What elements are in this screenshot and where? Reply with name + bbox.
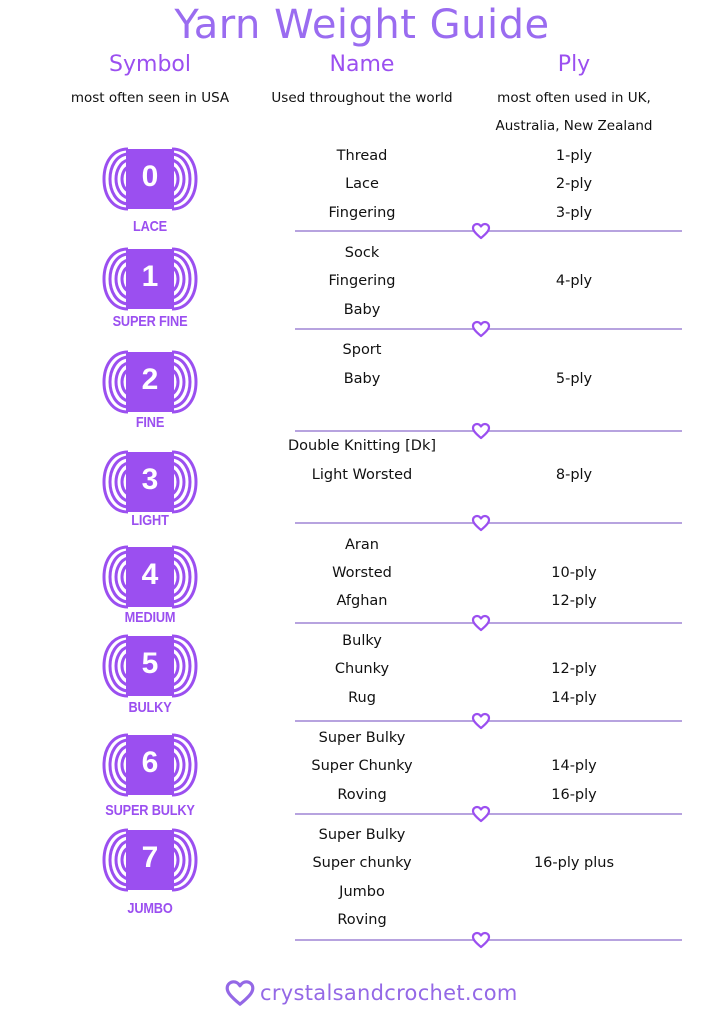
weight-number: 1 (141, 260, 159, 293)
ply-note-line1: most often used in UK, (497, 90, 651, 106)
ply-value: 12-ply (551, 593, 597, 609)
yarn-name: Thread (336, 148, 388, 164)
yarn-name: Baby (343, 371, 381, 387)
yarn-name: Rug (348, 690, 376, 706)
weight-category: LACE (132, 218, 168, 235)
yarn-name: Double Knitting [Dk] (288, 438, 436, 454)
weight-category: SUPER BULKY (105, 802, 195, 819)
ply-value: 12-ply (551, 661, 597, 677)
yarn-name: Roving (337, 787, 387, 803)
weight-category: LIGHT (131, 512, 169, 529)
ply-value: 4-ply (555, 273, 593, 289)
yarn-name: Fingering (328, 205, 396, 221)
heart-icon (471, 712, 491, 730)
ply-value: 16-ply plus (533, 855, 615, 871)
symbol-note: most often seen in USA (70, 90, 230, 106)
weight-number: 4 (141, 558, 159, 591)
weight-number: 2 (141, 363, 159, 396)
column-header-symbol: Symbol (109, 52, 191, 77)
weight-number: 6 (141, 746, 159, 779)
heart-icon (224, 978, 256, 1008)
heart-icon (471, 320, 491, 338)
yarn-name: Fingering (328, 273, 396, 289)
yarn-name: Worsted (332, 565, 392, 581)
column-header-ply: Ply (557, 52, 591, 77)
yarn-name: Sock (344, 245, 380, 261)
yarn-name: Jumbo (339, 884, 385, 900)
weight-category: BULKY (128, 699, 172, 716)
ply-note-line2: Australia, New Zealand (495, 118, 653, 134)
yarn-name: Lace (345, 176, 379, 192)
footer-brand (224, 978, 518, 1008)
heart-icon (471, 614, 491, 632)
ply-value: 8-ply (555, 467, 593, 483)
ply-value: 3-ply (555, 205, 593, 221)
yarn-name: Bulky (342, 633, 382, 649)
ply-value: 10-ply (551, 565, 597, 581)
ply-value: 14-ply (551, 758, 597, 774)
yarn-name: Aran (345, 537, 379, 553)
footer-site-link[interactable]: crystalsandcrochet.com (260, 981, 518, 1005)
heart-icon (471, 805, 491, 823)
weight-number: 0 (141, 160, 159, 193)
page-title: Yarn Weight Guide (174, 2, 550, 48)
weight-number: 7 (141, 841, 159, 874)
weight-category: SUPER FINE (112, 313, 188, 330)
yarn-name: Super Chunky (311, 758, 413, 774)
yarn-name: Sport (342, 342, 382, 358)
weight-category: JUMBO (127, 900, 173, 917)
weight-number: 3 (141, 463, 159, 496)
yarn-name: Super Bulky (318, 730, 406, 746)
yarn-name: Chunky (334, 661, 390, 677)
yarn-name: Super Bulky (318, 827, 406, 843)
heart-icon (471, 222, 491, 240)
name-note: Used throughout the world (271, 90, 453, 106)
weight-category: FINE (135, 414, 165, 431)
ply-value: 16-ply (551, 787, 597, 803)
ply-value: 5-ply (555, 371, 593, 387)
yarn-name: Super chunky (312, 855, 412, 871)
heart-icon (471, 931, 491, 949)
ply-value: 1-ply (555, 148, 593, 164)
yarn-name: Baby (343, 302, 381, 318)
yarn-name: Roving (337, 912, 387, 928)
column-header-name: Name (329, 52, 395, 77)
weight-category: MEDIUM (124, 609, 176, 626)
yarn-name: Afghan (336, 593, 388, 609)
ply-value: 2-ply (555, 176, 593, 192)
weight-number: 5 (141, 647, 159, 680)
ply-value: 14-ply (551, 690, 597, 706)
yarn-name: Light Worsted (311, 467, 413, 483)
heart-icon (471, 514, 491, 532)
heart-icon (471, 422, 491, 440)
